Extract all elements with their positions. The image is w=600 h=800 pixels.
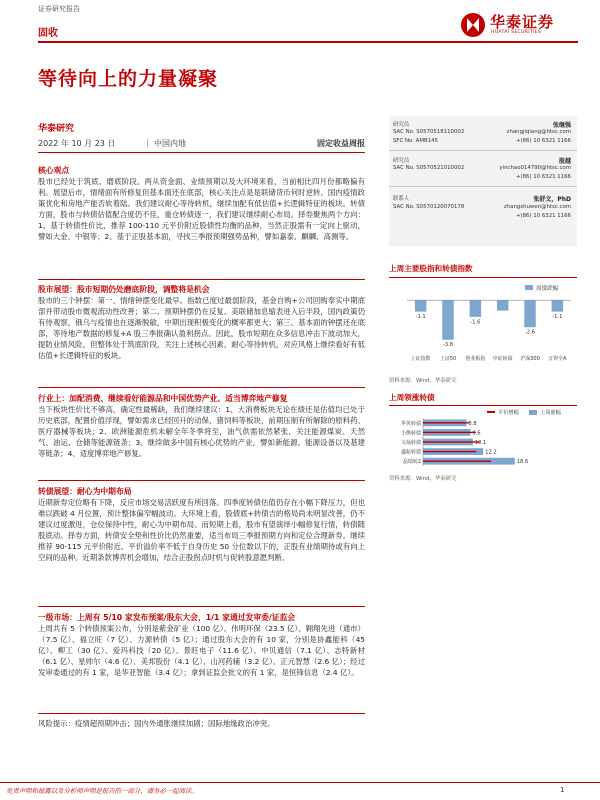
chart2-bar-parity: [423, 432, 476, 433]
chart2-legend-swatch-b: [529, 410, 537, 415]
section-body: 近期新券定位略有下降，反应市场交易活跃度有所回落。四季度转债估值仍存在小幅下降压力，但也难以跌破 4 月位置，预计整体偏窄幅波动。大环境上看，股债底+转债吉的格局尚未明显改善，仍不建议过度激进，仓位保持中性，耐心为中期布局。而短期上看，股市有望演绎小幅修复行情，转债随股底动。择券方面，转债安全垫和性价比仍然重要，适当布局三季报预期方向和定位合理新券。继续推荐 90-115 元平价附近、平价溢价率不低于自身历史 50 分位数以下的，正股有业绩期待或有向上空间的品种。近期条款博弈机会增加，结合正股拐点时机与促转股意愿判断。: [38, 498, 365, 563]
chart2-data-label: 8.8: [468, 420, 477, 427]
chart2-legend-label-a: 平价增幅: [498, 410, 519, 416]
chart2-category-label: 盛航转债: [400, 449, 421, 456]
chart1-source: 资料来源：Wind，华泰研究: [389, 378, 457, 384]
report-type-label: 证券研究报告: [38, 5, 80, 13]
meta-line: [38, 138, 365, 152]
chart2-bar-parity: [423, 451, 476, 452]
analyst-role: 研究员: [393, 122, 410, 128]
chart1-category-label: 万得全A: [548, 356, 567, 362]
chart1-category-label: 沪深300: [520, 356, 540, 362]
analyst-row: [389, 165, 577, 173]
section-divider: [38, 713, 365, 714]
section-divider: [38, 606, 365, 607]
huatai-logo-icon: [460, 12, 486, 38]
analyst-sfc: SFC No. AMB145: [393, 138, 438, 144]
chart1-container: [389, 281, 577, 373]
chart1-category-label: 中证转债: [492, 356, 513, 362]
meta-divider: [38, 152, 365, 153]
analyst-phone: +(86) 10 6321 1166: [515, 213, 571, 219]
report-date: 2022 年 10 月 23 日: [38, 139, 116, 148]
chart1-legend-swatch: [525, 285, 533, 290]
analyst-panel: [389, 116, 577, 246]
analyst-row: [389, 120, 577, 128]
footer-divider: [0, 782, 600, 783]
section-cb-outlook: [38, 486, 365, 564]
chart1-category-label: 上证50: [439, 356, 457, 362]
analyst-role: 联系人: [393, 196, 410, 202]
chart2-data-label: 18.6: [516, 459, 529, 466]
research-org: 华泰研究: [38, 124, 75, 134]
chart2-heading: 上周领涨转债: [389, 393, 435, 402]
chart1-heading: 上周主要股指和转债指数: [389, 264, 473, 273]
chart2-data-label: 12.2: [485, 449, 497, 456]
chart1-data-label: -1.1: [415, 314, 426, 321]
risk-warning: 风险提示：疫情超预期冲击；国内外通胀继续加剧；国际地缘政治冲突。: [38, 719, 275, 728]
brand-logo: [460, 10, 580, 40]
chart2-source: 资料来源：Wind，华泰研究: [389, 476, 457, 482]
report-title: 等待向上的力量凝聚: [38, 68, 219, 90]
analyst-row: [389, 129, 577, 137]
analyst-phone: +(86) 10 6321 1166: [515, 174, 571, 180]
chart2-category-label: 文灿转债: [400, 440, 421, 446]
chart1-data-label: -1.6: [470, 319, 481, 326]
section-risk: [38, 718, 365, 729]
analyst-row: [389, 156, 577, 164]
chart1-category-label: 创业板指: [465, 356, 486, 362]
chart1-data-label: -2.6: [524, 329, 536, 336]
section-market-outlook: [38, 284, 365, 362]
chart1-bar: [524, 300, 535, 327]
chart2-category-label: 晶瑞转2: [402, 459, 421, 466]
section-divider: [38, 279, 365, 280]
chart1-bar: [442, 300, 453, 340]
analyst-phone: +(86) 10 6321 1166: [515, 138, 571, 144]
section-body: 股市已经处于筑底、磨底阶段。两从资金面、业绩预期以及大环境来看，当前相比四月份都略偏有利。展望后市，情绪面有所修复但基本面还在底部，核心关注点是是联储货币何时逆转、国内疫情政策优化和房地产能否软着陆。我们建议耐心等待转机，继续加配有低估值+长逻辑特征的板块。转债方面，股市与转债估值配合度仍不佳，重仓转债逐一，我们建议继续耐心布局。择券聚焦两个方向：1、基于转债性价比，推荐 100-110 元平价附近股债性均衡的品种，当然正股需有一定向上驱动，譬如大金、中银等；2、基于正股基本面，寻找三季报预期强势品种，譬如嘉泰、麒麟、高测等。: [38, 177, 365, 242]
chart2-category-label: 小熊转债: [400, 430, 421, 437]
chart1-legend-label: 周涨跌幅: [536, 286, 559, 292]
page-number: 1: [560, 786, 565, 794]
analyst-row: [389, 204, 577, 212]
meta-separator: |: [146, 138, 149, 147]
chart2-divider: [389, 405, 577, 406]
chart1-category-label: 上证指数: [410, 356, 431, 362]
chart1-data-label: -1.1: [552, 314, 563, 321]
section-divider: [38, 387, 365, 388]
chart1-bar: [497, 300, 508, 310]
analyst-role: 研究员: [393, 158, 410, 164]
section-heading: 核心观点: [38, 166, 70, 175]
section-body: 当下板块性价比不够高，确定性最稀缺，我们继续建议：1、大消费板块无论在绩还是估值均已处于历史底部，配置价值浮现，譬如需求已经回升的动保、猪饲料等板块，前期压制有所解除的原料药、医疗器械等板块；2、欧洲能源危机未解全年冬季将至，油气供需依然紧张，关注能源煤炭、天然气、油运、仓储等能源链条；3、继续做多中国有核心优势的产业，譬如新能源、能源设备以及基建等链条；4、适度博弈地产修复。: [38, 405, 365, 459]
section-core-view: [38, 165, 365, 243]
section-heading: 转债展望：耐心为中期布局: [38, 487, 132, 496]
analyst-name: 张舒文，PhD: [533, 196, 571, 203]
brand-name-en: HUATAI SECURITIES: [491, 30, 542, 35]
analyst-row: [389, 174, 577, 182]
analyst-email[interactable]: yinchao014790@htsc.com: [499, 165, 571, 171]
chart2-data-label: 9.6: [472, 430, 481, 437]
analyst-sac: SAC No. S0570120070178: [393, 204, 465, 210]
brand-name-cn: 华泰证券: [490, 13, 555, 31]
section-heading: 行业上：加配消费、继续看好能源品和中国优势产业、适当博弈地产修复: [38, 394, 288, 403]
header-divider: [38, 41, 578, 43]
analyst-sac: SAC No. S0570518110002: [393, 129, 465, 135]
chart1-svg: [389, 281, 577, 373]
section-divider: [38, 480, 365, 481]
analyst-email[interactable]: zhangjiqiang@htsc.com: [506, 129, 571, 135]
chart2-svg: [389, 408, 577, 470]
chart2-legend-swatch-a: [487, 411, 495, 413]
analyst-email[interactable]: zhangshuwen@htsc.com: [503, 204, 571, 210]
chart2-bar-parity: [423, 461, 491, 462]
report-doc-type: 固定收益周报: [317, 139, 365, 148]
section-primary-market: [38, 612, 365, 678]
chart2-legend-label-b: 上周涨幅: [540, 410, 561, 416]
chart1-divider: [389, 277, 577, 278]
chart2-bar-parity: [423, 422, 469, 423]
analyst-row: [389, 138, 577, 146]
analyst-row: [389, 194, 577, 202]
analyst-name: 张继强: [552, 122, 571, 129]
chart1-bar: [470, 300, 481, 317]
section-body: 上周共有 5 个转债预案公布，分别是紫金矿业（100 亿）、伟明环保（23.5 亿）、翱翔先进（通市）（7.5 亿）、福立旺（7 亿）、力源转债（5 亿）；通过股东大会的有 10 家，分别是协鑫能科（45 亿）、柳工（30 亿）、爱玛科技（20 亿）、景旺电子（11.6 亿）、中贝通信（7.1 亿）、志特新材（6.1 亿）、星帅尔（4.6 亿）、美邦股份（4.1 亿）、山河药辅（3.2 亿）、正元智慧（2.6 亿）；经过发审委通过的有 1 家，是华亚智能（3.4 亿）；拿到证监会批文的有 1 家，是恒锋信息（2.4 亿）。: [38, 624, 365, 678]
chart1-data-label: -3.8: [442, 342, 454, 349]
chart2-data-label: 10.1: [474, 440, 487, 446]
report-region: 中国内地: [154, 139, 186, 148]
analyst-row: [389, 213, 577, 221]
section-heading: 一级市场：上周有 5/10 家发布预案/股东大会，1/1 家通过发审委/证监会: [38, 613, 296, 622]
analyst-sac: SAC No. S0570521010002: [393, 165, 465, 171]
analyst-divider: [389, 150, 577, 151]
category-label: 固收: [38, 28, 58, 39]
chart2-category-label: 华英转债: [400, 420, 421, 427]
disclaimer-note: 免责声明和披露以及分析师声明是报告的一部分，请务必一起阅读。: [6, 787, 198, 795]
section-heading: 股市展望：股市短期仍处磨底阶段，调整将是机会: [38, 285, 210, 294]
analyst-divider: [389, 186, 577, 187]
chart1-bar: [552, 300, 563, 311]
chart1-bar: [415, 300, 426, 311]
chart2-bar-parity: [423, 441, 480, 442]
section-industry: [38, 393, 365, 459]
section-body: 股市的三个钟摆：第一、情绪钟摆变化最早。指数已度过最弱阶段，基金自购+公司回购奉实中期底部并带动股市微观流动性改善；第二、预期钟摆仍在反复。美联储加息缩表进入后半段，国内政策仍有待观察，俄乌与疫情也在逐渐脱敏，中期出现积极变化的概率都更大；第三、基本面的钟摆还在底部，等待地产数据的修复+A 股三季报确认盈利拐点。因此，股市短期在众多信息冲击下波动加大，提防业绩风险，但整体处于筑底阶段，关注上述核心因素，耐心等待转机，对应风格上继续看好有低估值+长逻辑特征的板块。: [38, 296, 365, 361]
chart2-container: [389, 408, 577, 470]
analyst-name: 殷越: [558, 158, 571, 165]
